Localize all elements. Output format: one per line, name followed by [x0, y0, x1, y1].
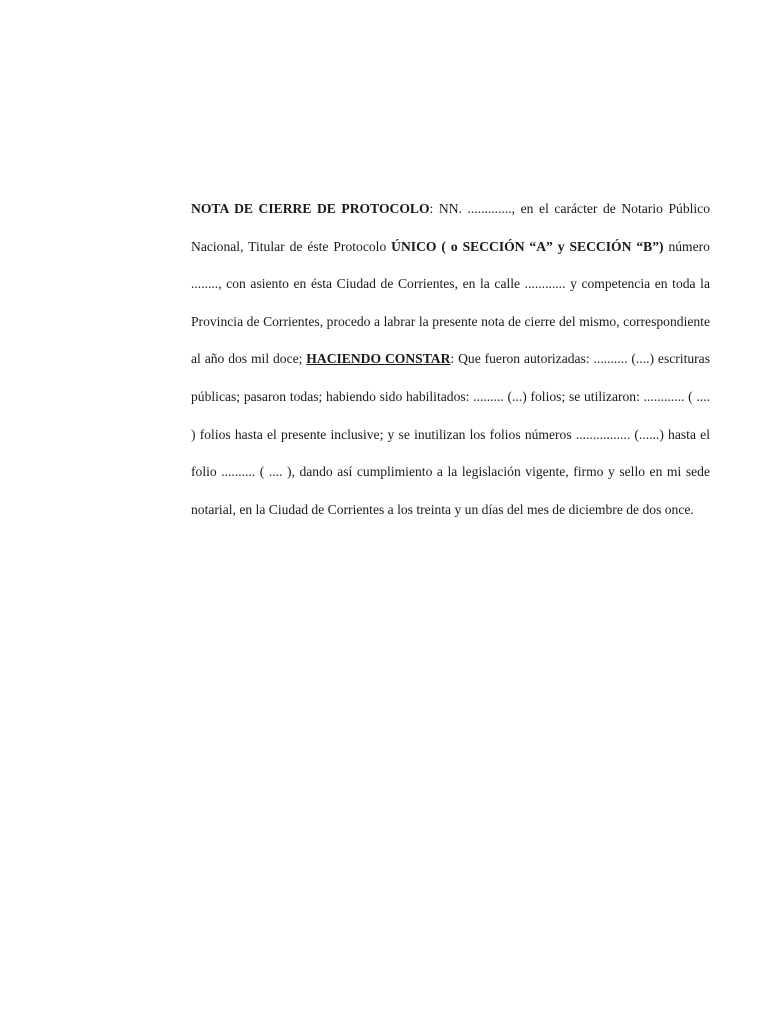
paragraph-text-1: : NN. ............., en el carácter de Notario Público Nacional, Titular de éste Protocolo	[191, 201, 710, 254]
protocol-type-label: ÚNICO ( o SECCIÓN “A” y SECCIÓN “B”)	[391, 238, 664, 254]
haciendo-constar-label: HACIENDO CONSTAR	[306, 351, 451, 367]
paragraph-text-3: : Que fueron autorizadas: .......... (....) escrituras públicas; pasaron todas; habiendo sido habilitados: ......... (...) folios; se utilizaron: ............ ( .... ) folios hasta el presente inclusive; y se inutilizan los folios números ................ (......) hasta el folio .......... ( .... ), dando así cumplimiento a la legislación vigente, firmo y sello en mi sede notarial, en la Ciudad de Corrientes a los treinta y un días del mes de diciembre de dos once.	[191, 351, 710, 517]
document-heading: NOTA DE CIERRE DE PROTOCOLO	[191, 201, 430, 216]
closing-note-paragraph	[191, 190, 710, 528]
paragraph-text-2: número ........, con asiento en ésta Ciudad de Corrientes, en la calle ............ y competencia en toda la Provincia de Corrientes, procedo a labrar la presente nota de cierre del mismo, correspondiente al año dos mil doce;	[191, 238, 710, 367]
